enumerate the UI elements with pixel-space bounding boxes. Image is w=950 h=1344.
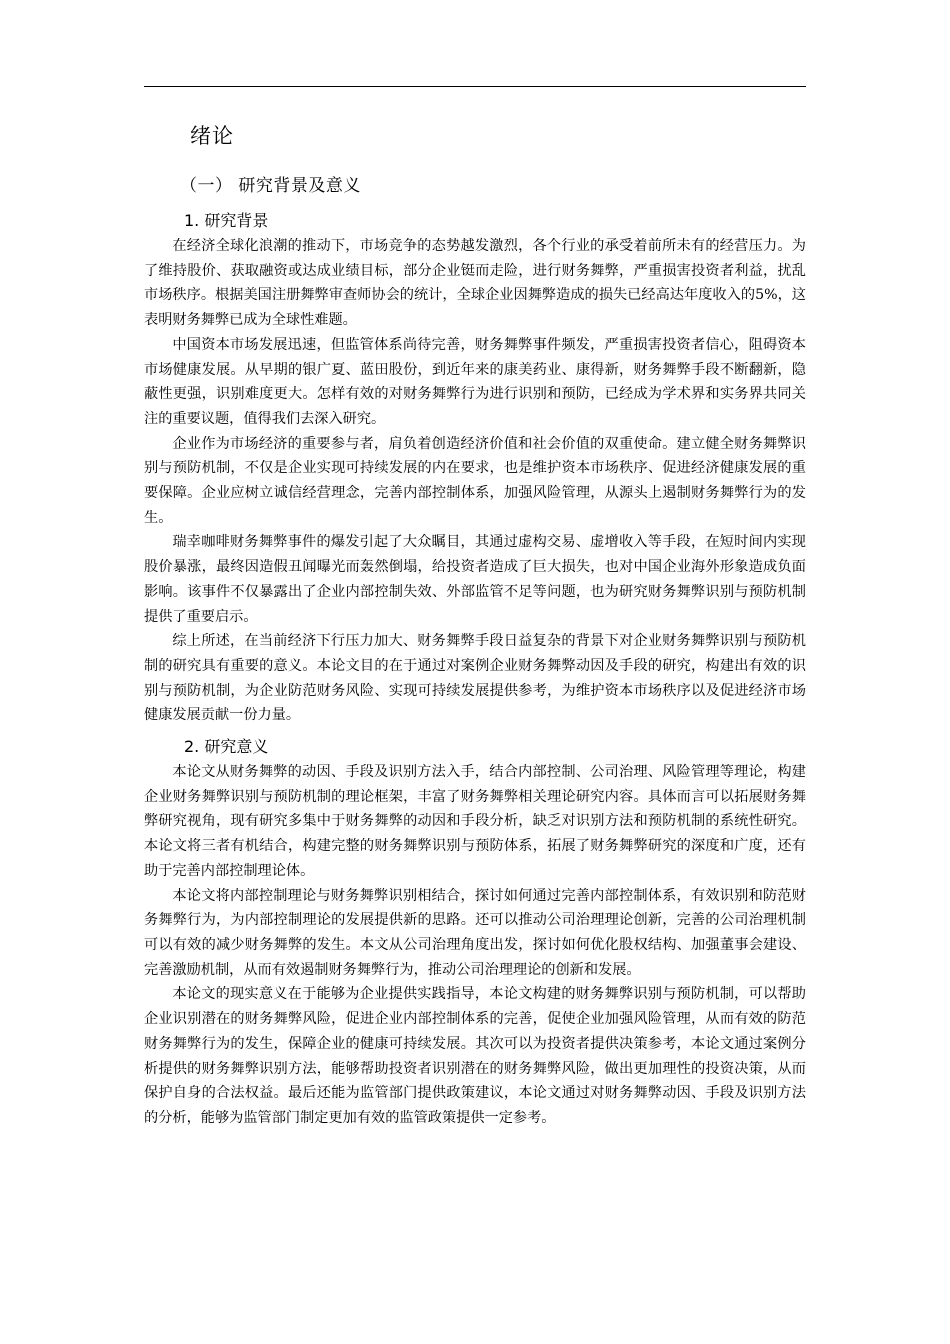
- paragraph: 中国资本市场发展迅速，但监管体系尚待完善，财务舞弊事件频发，严重损害投资者信心，阻碍资本市场健康发展。从早期的银广夏、蓝田股份，到近年来的康美药业、康得新，财务舞弊手段不断翻新，隐蔽性更强，识别难度更大。怎样有效的对财务舞弊行为进行识别和预防，已经成为学术界和实务界共同关注的重要议题，值得我们去深入研究。: [144, 336, 806, 427]
- paragraph: 瑞幸咖啡财务舞弊事件的爆发引起了大众瞩目，其通过虚构交易、虚增收入等手段，在短时间内实现股价暴涨，最终因造假丑闻曝光而轰然倒塌，给投资者造成了巨大损失，也对中国企业海外形象造成负面影响。该事件不仅暴露出了企业内部控制失效、外部监管不足等问题，也为研究财务舞弊识别与预防机制提供了重要启示。: [144, 534, 806, 625]
- paragraph: 在经济全球化浪潮的推动下，市场竞争的态势越发激烈，各个行业的承受着前所未有的经营压力。为了维持股价、获取融资或达成业绩目标，部分企业铤而走险，进行财务舞弊，严重损害投资者利益，扰乱市场秩序。根据美国注册舞弊审查师协会的统计，全球企业因舞弊造成的损失已经高达年度收入的5%，这表明财务舞弊已成为全球性难题。: [144, 238, 806, 329]
- paragraph: 本论文从财务舞弊的动因、手段及识别方法入手，结合内部控制、公司治理、风险管理等理论，构建企业财务舞弊识别与预防机制的理论框架，丰富了财务舞弊相关理论研究内容。具体而言可以拓展财务舞弊研究视角，现有研究多集中于财务舞弊的动因和手段分析，缺乏对识别方法和预防机制的系统性研究。本论文将三者有机结合，构建完整的财务舞弊识别与预防体系，拓展了财务舞弊研究的深度和广度，还有助于完善内部控制理论体。: [144, 764, 806, 879]
- subsection-title: 1. 研究背景: [184, 211, 269, 230]
- document-page: [144, 118, 806, 1131]
- section-heading: （一） 研究背景及意义: [180, 176, 361, 196]
- subsection-title: 2. 研究意义: [184, 737, 269, 757]
- subsection-significance: [144, 734, 806, 1131]
- paragraph: 本论文将内部控制理论与财务舞弊识别相结合，探讨如何通过完善内部控制体系，有效识别和防范财务舞弊行为，为内部控制理论的发展提供新的思路。还可以推动公司治理理论创新，完善的公司治理机制可以有效的减少财务舞弊的发生。本文从公司治理角度出发，探讨如何优化股权结构、加强董事会建设、完善激励机制，从而有效遏制财务舞弊行为，推动公司治理理论的创新和发展。: [144, 887, 806, 978]
- subsection-background: [144, 208, 806, 728]
- paragraph: 综上所述，在当前经济下行压力加大、财务舞弊手段日益复杂的背景下对企业财务舞弊识别与预防机制的研究具有重要的意义。本论文目的在于通过对案例企业财务舞弊动因及手段的研究，构建出有效的识别与预防机制，为企业防范财务风险、实现可持续发展提供参考，为维护资本市场秩序以及促进经济市场健康发展贡献一份力量。: [144, 633, 806, 724]
- header-rule: [144, 86, 806, 87]
- chapter-heading: 绪论: [190, 124, 234, 148]
- paragraph: 本论文的现实意义在于能够为企业提供实践指导，本论文构建的财务舞弊识别与预防机制，可以帮助企业识别潜在的财务舞弊风险，促进企业内部控制体系的完善，促使企业加强风险管理，从而有效的防范财务舞弊行为的发生，保障企业的健康可持续发展。其次可以为投资者提供决策参考，本论文通过案例分析提供的财务舞弊识别方法，能够帮助投资者识别潜在的财务舞弊风险，做出更加理性的投资决策，从而保护自身的合法权益。最后还能为监管部门提供政策建议，本论文通过对财务舞弊动因、手段及识别方法的分析，能够为监管部门制定更加有效的监管政策提供一定参考。: [144, 986, 806, 1126]
- paragraph: 企业作为市场经济的重要参与者，肩负着创造经济价值和社会价值的双重使命。建立健全财务舞弊识别与预防机制，不仅是企业实现可持续发展的内在要求，也是维护资本市场秩序、促进经济健康发展的重要保障。企业应树立诚信经营理念，完善内部控制体系，加强风险管理，从源头上遏制财务舞弊行为的发生。: [144, 435, 806, 526]
